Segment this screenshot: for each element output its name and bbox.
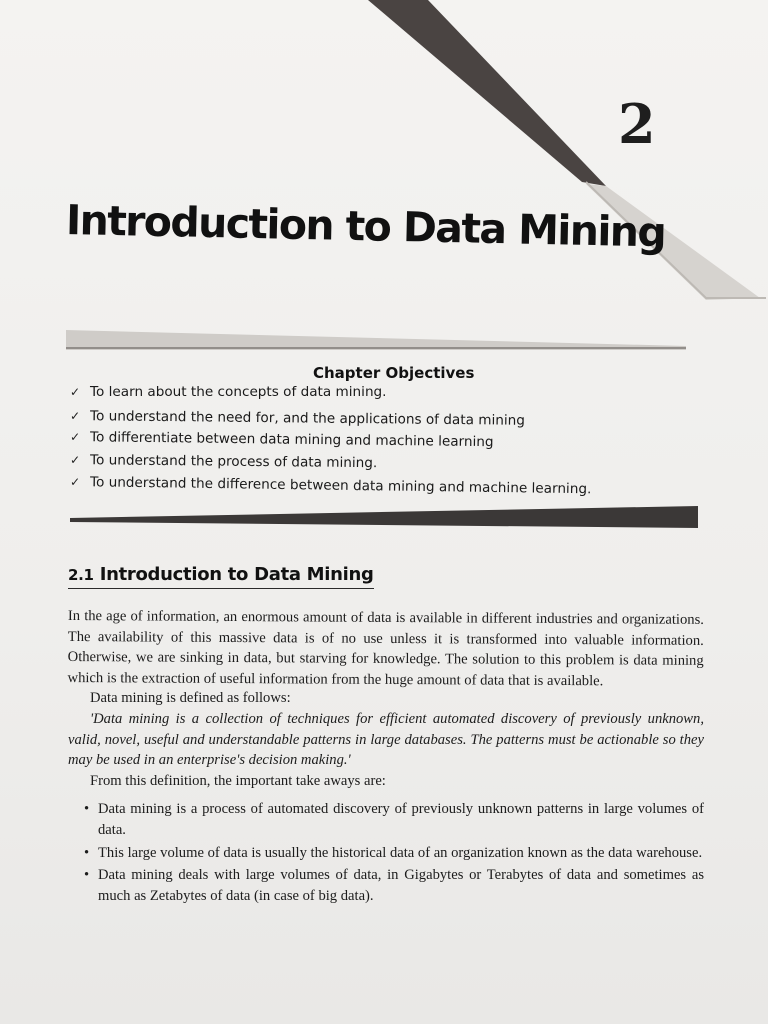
checkmark-icon: ✓: [69, 452, 81, 467]
bullet-item: • Data mining deals with large volumes of data, in Gigabytes or Terabytes of data and sometimes as much as Zetabytes of data (in case of big data).: [68, 865, 704, 906]
chapter-number: 2: [618, 92, 656, 156]
objectives-bottom-divider: [70, 506, 698, 528]
body-paragraph: From this definition, the important take aways are:: [90, 772, 386, 789]
section-body: [68, 606, 704, 908]
bullet-item: • Data mining is a process of automated discovery of previously unknown patterns in large volumes of data.: [68, 799, 704, 840]
chapter-title: Introduction to Data Mining: [65, 196, 666, 257]
objectives-heading: Chapter Objectives: [313, 364, 475, 382]
section-number: 2.1: [68, 566, 94, 584]
checkmark-icon: ✓: [70, 385, 81, 399]
objectives-top-divider: [66, 326, 686, 352]
section-title: Introduction to Data Mining: [99, 564, 374, 585]
body-paragraph: In the age of information, an enormous amount of data is available in different industries and organizations. The availability of this massive data is of no use unless it is transformed into valuable information. Otherwise, we are sinking in data, but starving for knowledge. The solution to this problem is data mining which is the extraction of useful information from the huge amount of data that is available.: [67, 607, 704, 690]
chapter-banner-decoration: [0, 0, 768, 320]
checkmark-icon: ✓: [69, 408, 81, 423]
objective-text: To understand the process of data mining.: [89, 451, 378, 471]
objective-text: To learn about the concepts of data mining.: [90, 384, 387, 400]
section-heading: [68, 564, 374, 589]
body-paragraph: Data mining is defined as follows:: [90, 690, 291, 707]
takeaways-list: [68, 799, 704, 906]
definition-quote: 'Data mining is a collection of techniques for efficient automated discovery of previously unknown, valid, novel, useful and understandable patterns in large databases. The patterns must be actionable so they may be used in an enterprise's decision making.': [68, 710, 704, 769]
objectives-list: [69, 380, 630, 498]
objective-text: To understand the need for, and the applications of data mining: [89, 407, 526, 429]
objective-item: [70, 381, 630, 404]
bullet-item: • This large volume of data is usually the historical data of an organization known as the data warehouse.: [68, 843, 704, 864]
checkmark-icon: ✓: [69, 475, 81, 490]
objective-text: To differentiate between data mining and machine learning: [89, 429, 494, 451]
objective-text: To understand the difference between data mining and machine learning.: [89, 474, 592, 498]
checkmark-icon: ✓: [69, 430, 81, 445]
